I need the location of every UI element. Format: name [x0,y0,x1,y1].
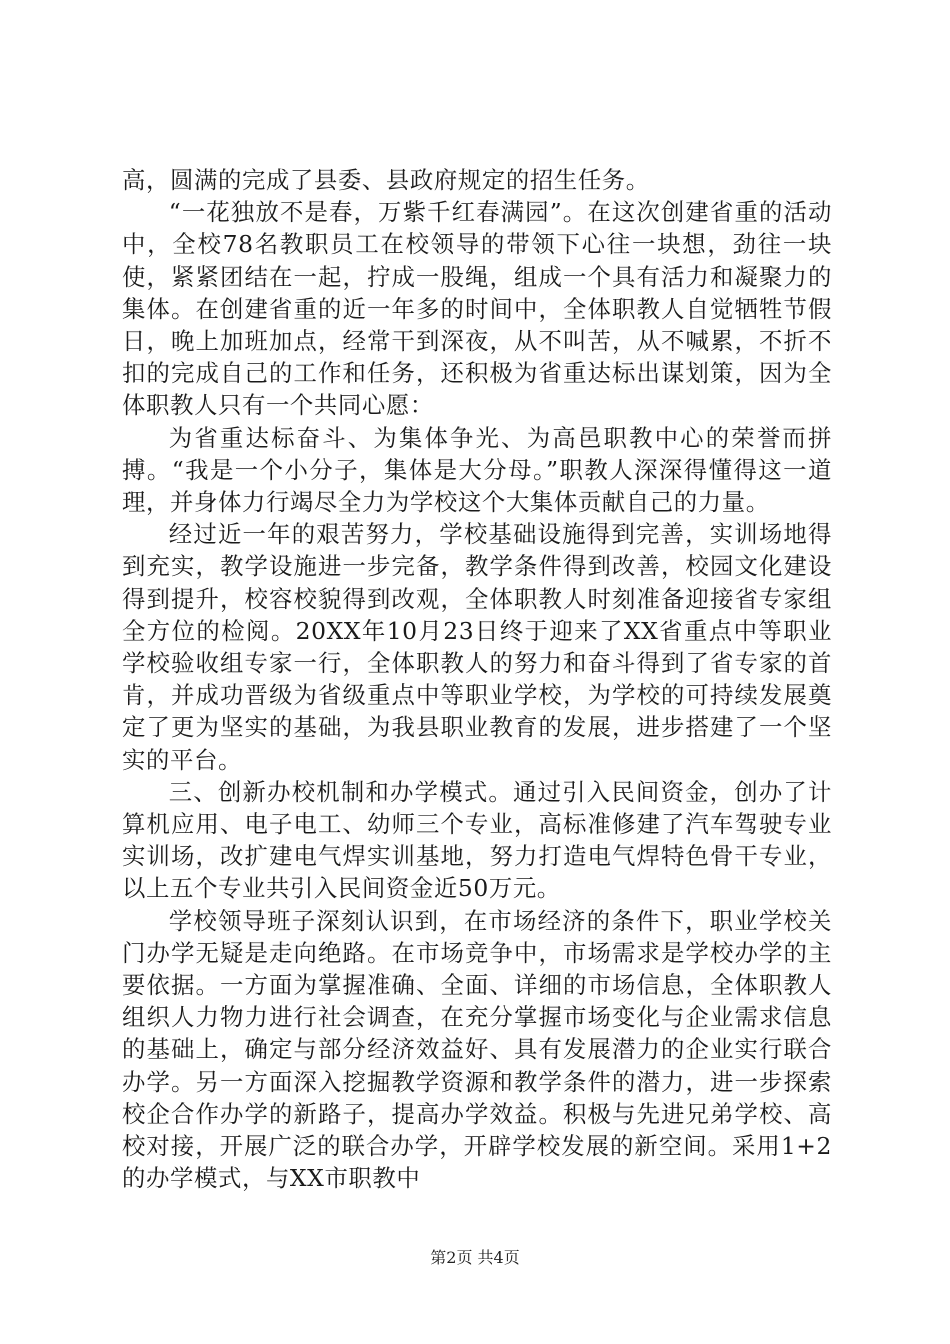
page-number-footer: 第2页 共4页 [430,1248,520,1267]
paragraph-2: “一花独放不是春，万紫千红春满园”。在这次创建省重的活动中，全校78名教职员工在校领导的带领下心往一块想，劲往一块使，紧紧团结在一起，拧成一股绳，组成一个具有活力和凝聚力的集体。在创建省重的近一年多的时间中，全体职教人自觉牺牲节假日，晚上加班加点，经常干到深夜，从不叫苦，从不喊累，不折不扣的完成自己的工作和任务，还积极为省重达标出谋划策，因为全体职教人只有一个共同心愿： [122,198,832,420]
document-body [122,164,832,1195]
paragraph-1: 高，圆满的完成了县委、县政府规定的招生任务。 [122,166,650,194]
paragraph-6: 学校领导班子深刻认识到，在市场经济的条件下，职业学校关门办学无疑是走向绝路。在市场竞争中，市场需求是学校办学的主要依据。一方面为掌握准确、全面、详细的市场信息，全体职教人组织人力物力进行社会调查，在充分掌握市场变化与企业需求信息的基础上，确定与部分经济效益好、具有发展潜力的企业实行联合办学。另一方面深入挖掘教学资源和教学条件的潜力，进一步探索校企合作办学的新路子，提高办学效益。积极与先进兄弟学校、高校对接，开展广泛的联合办学，开辟学校发展的新空间。采用1+2的办学模式，与XX市职教中 [122,906,832,1193]
paragraph-3: 为省重达标奋斗、为集体争光、为高邑职教中心的荣誉而拼搏。“我是一个小分子，集体是大分母。”职教人深深得懂得这一道理，并身体力行竭尽全力为学校这个大集体贡献自己的力量。 [122,423,832,517]
paragraph-5: 三、创新办校机制和办学模式。通过引入民间资金，创办了计算机应用、电子电工、幼师三个专业，高标准修建了汽车驾驶专业实训场，改扩建电气焊实训基地，努力打造电气焊特色骨干专业，以上五个专业共引入民间资金近50万元。 [122,777,832,903]
paragraph-4: 经过近一年的艰苦努力，学校基础设施得到完善，实训场地得到充实，教学设施进一步完备，教学条件得到改善，校园文化建设得到提升，校容校貌得到改观，全体职教人时刻准备迎接省专家组全方位的检阅。20XX年10月23日终于迎来了XX省重点中等职业学校验收组专家一行，全体职教人的努力和奋斗得到了省专家的首肯，并成功晋级为省级重点中等职业学校，为学校的可持续发展奠定了更为坚实的基础，为我县职业教育的发展，进步搭建了一个坚实的平台。 [122,520,832,774]
